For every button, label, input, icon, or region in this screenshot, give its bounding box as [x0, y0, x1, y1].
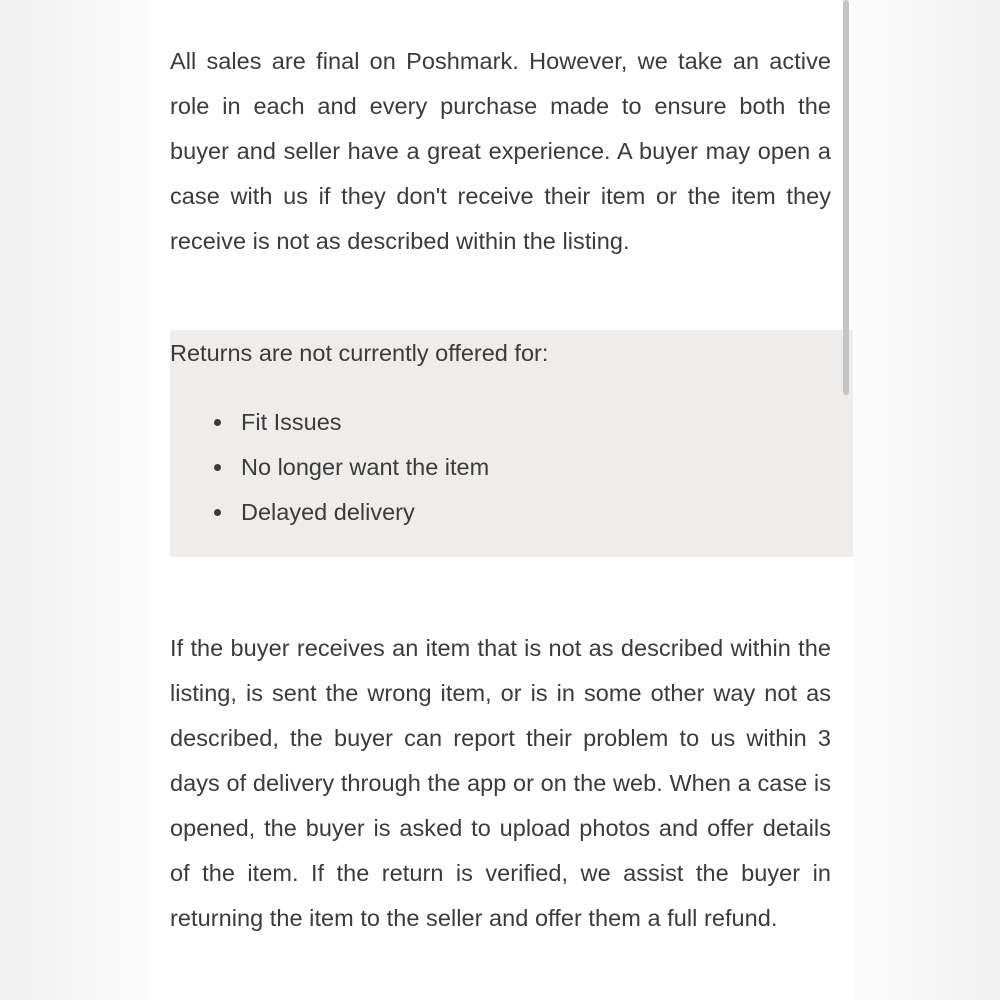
returns-exclusions-list [170, 400, 489, 535]
case-paragraph: If the buyer receives an item that is not as described within the listing, is sent the wrong item, or is in some other way not as described, the buyer can report their problem to us within 3 days of delivery through the app or on the web. When a case is opened, the buyer is asked to upload photos and offer details of the item. If the return is verified, we assist the buyer in returning the item to the seller and offer them a full refund. [170, 635, 831, 931]
intro-paragraph: All sales are final on Poshmark. However, we take an active role in each and every purchase made to ensure both the buyer and seller have a great experience. A buyer may open a case with us if they don't receive their item or the item they receive is not as described within the listing. [170, 48, 831, 254]
returns-notice-heading: Returns are not currently offered for: [170, 340, 549, 366]
returns-notice-box [170, 330, 853, 557]
list-item: Fit Issues [170, 400, 489, 445]
vertical-scrollbar[interactable] [843, 0, 849, 395]
list-item: No longer want the item [170, 445, 489, 490]
list-item: Delayed delivery [170, 490, 489, 535]
